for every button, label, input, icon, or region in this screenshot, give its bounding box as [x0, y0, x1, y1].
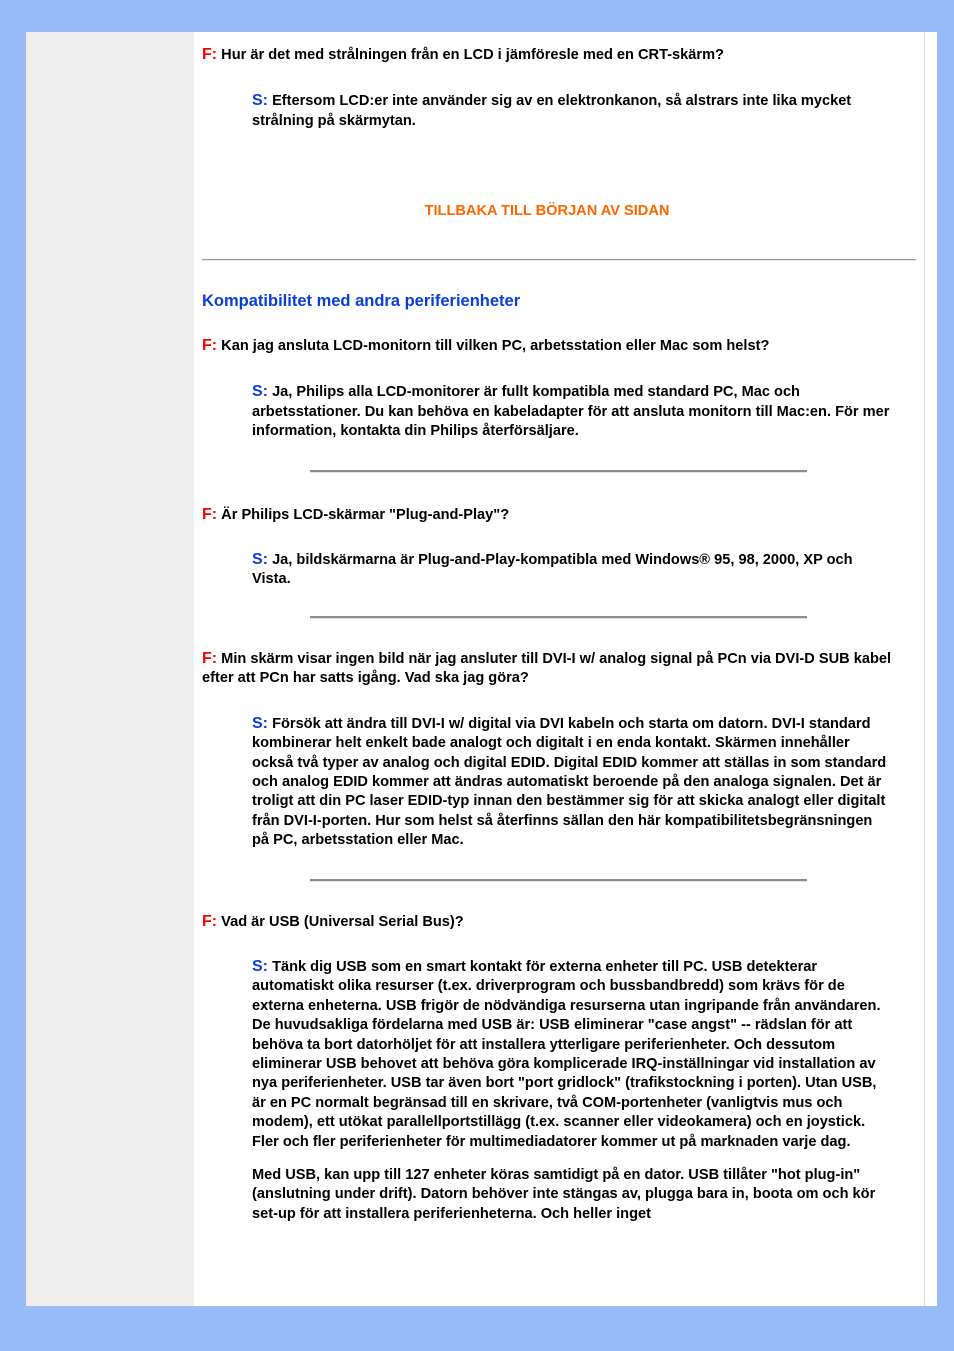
- question-text: Är Philips LCD-skärmar "Plug-and-Play"?: [221, 506, 510, 523]
- answer-tag: S:: [252, 957, 268, 975]
- question: [202, 649, 892, 689]
- answer: [252, 382, 892, 441]
- question: [202, 45, 892, 65]
- answer-text: Eftersom LCD:er inte använder sig av en elektronkanon, så alstrars inte lika mycket strålning på skärmytan.: [252, 93, 852, 129]
- question-tag: F:: [202, 505, 218, 523]
- back-to-top-link[interactable]: TILLBAKA TILL BÖRJAN AV SIDAN: [424, 203, 670, 220]
- answer: [252, 714, 892, 851]
- answer: [252, 91, 892, 131]
- answer: [252, 550, 892, 590]
- question-tag: F:: [202, 46, 218, 63]
- question-text: Vad är USB (Universal Serial Bus)?: [221, 913, 464, 930]
- right-edge-strip: [924, 32, 937, 1306]
- question-text: Kan jag ansluta LCD-monitorn till vilken PC, arbetsstation eller Mac som helst?: [221, 338, 770, 355]
- answer-paragraph: Med USB, kan upp till 127 enheter köras samtidigt på en dator. USB tillåter "hot plug-in" (anslutning under drift). Datorn behöver inte stängas av, plugga bara in, boota om och kör set-up för att installera periferienheterna. Och heller inget: [252, 1167, 876, 1222]
- section-title: Kompatibilitet med andra periferienheter: [202, 291, 521, 310]
- left-navigation-column: [26, 32, 194, 1306]
- question-tag: F:: [202, 337, 218, 355]
- question-text: Hur är det med strålningen från en LCD i jämföresle med en CRT-skärm?: [221, 47, 724, 63]
- question-tag: F:: [202, 649, 218, 667]
- question: [202, 912, 892, 932]
- answer: [252, 957, 892, 1152]
- faq-content: [202, 32, 892, 1224]
- question: [202, 505, 892, 525]
- answer-text: Försök att ändra till DVI-I w/ digital via DVI kabeln och starta om datorn. DVI-I standard kombinerar helt enkelt bade analogt och digitalt i en enda kontakt. Skärmen innehåller också två typer av analog och digital EDID. Digital EDID kommer att ställas in som standard och analog EDID kommer att ändras automatiskt beroende på den analoga signalen. Det är troligt att din PC laser EDID-typ innan den bestämmer sig för att skicka analogt eller digitalt från DVI-I-porten. Hur som helst så återfinns sällan den här kompatibilitetsbegränsningen på PC, arbetsstation eller Mac.: [252, 715, 887, 849]
- answer-text: Ja, bildskärmarna är Plug-and-Play-kompatibla med Windows® 95, 98, 2000, XP och Vista.: [252, 552, 853, 588]
- answer-text: Tänk dig USB som en smart kontakt för externa enheter till PC. USB detekterar automatiskt olika resurser (t.ex. driverprogram och bussbandbredd) som krävs för de externa enheterna. USB frigör de nödvändiga resurserna utan ingripande från användaren. De huvudsakliga fördelarna med USB är: USB eliminerar "case angst" -- rädslan för att behöva ta bort datorhöljet för att installera ytterligare periferienheter. Och dessutom eliminerar USB behovet att behöva göra komplicerade IRQ-inställningar vid installation av nya periferienheter. USB tar även bort "port gridlock" (trafikstockning i porten). Utan USB, är en PC normalt begränsad till en skrivare, två COM-portenheter (vanligtvis mus och modem), ett utökat parallellportstillägg (t.ex. scanner eller videokamera) och en joystick. Fler och fler periferienheter för multimediadatorer kommer ut på marknaden varje dag.: [252, 958, 881, 1150]
- question-tag: F:: [202, 912, 218, 930]
- answer-tag: S:: [252, 92, 268, 110]
- question-text: Min skärm visar ingen bild när jag ansluter till DVI-I w/ analog signal på PCn via DVI-D SUB kabel efter att PCn har satts igång. Vad ska jag göra?: [202, 650, 892, 687]
- answer-tag: S:: [252, 714, 268, 732]
- question: [202, 336, 892, 356]
- answer-tag: S:: [252, 383, 268, 401]
- answer-tag: S:: [252, 551, 268, 569]
- answer-text: Ja, Philips alla LCD-monitorer är fullt kompatibla med standard PC, Mac och arbetsstationer. Du kan behöva en kabeladapter för att ansluta monitorn till Mac:en. För mer information, kontakta din Philips återförsäljare.: [252, 384, 890, 440]
